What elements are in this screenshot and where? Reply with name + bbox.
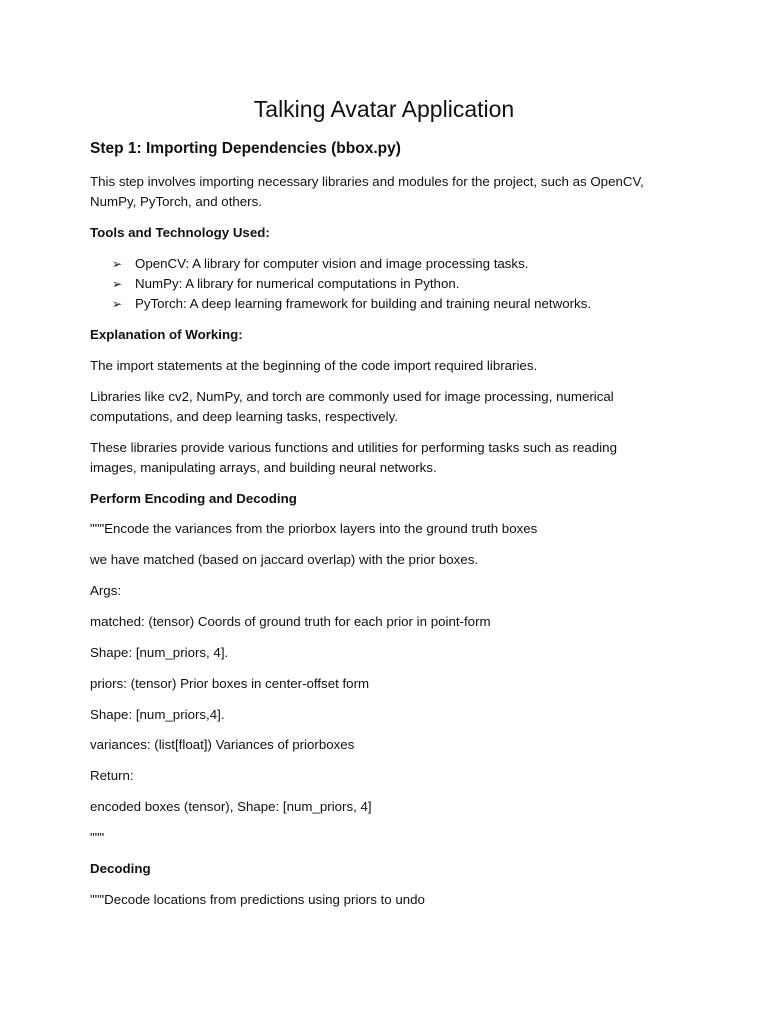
encoding-line: """ <box>90 830 105 845</box>
encoding-line: encoded boxes (tensor), Shape: [num_priors, 4] <box>90 799 372 814</box>
encoding-line: matched: (tensor) Coords of ground truth for each prior in point-form <box>90 614 491 629</box>
encoding-heading: Perform Encoding and Decoding <box>90 491 297 506</box>
arrow-bullet-icon: ➢ <box>112 257 123 271</box>
list-item <box>112 294 591 314</box>
arrow-bullet-icon: ➢ <box>112 277 123 291</box>
explanation-paragraph-2-line-1: Libraries like cv2, NumPy, and torch are commonly used for image processing, numerical <box>90 389 614 404</box>
encoding-line: Args: <box>90 583 122 598</box>
encoding-line: Shape: [num_priors, 4]. <box>90 645 229 660</box>
explanation-heading: Explanation of Working: <box>90 327 243 342</box>
encoding-line: """Encode the variances from the priorbox layers into the ground truth boxes <box>90 521 538 536</box>
explanation-paragraph-3-line-2: images, manipulating arrays, and building neural networks. <box>90 460 437 475</box>
encoding-line: priors: (tensor) Prior boxes in center-offset form <box>90 676 370 691</box>
document-title: Talking Avatar Application <box>253 96 515 122</box>
decoding-line: """Decode locations from predictions using priors to undo <box>90 892 425 907</box>
explanation-paragraph-2-line-2: computations, and deep learning tasks, respectively. <box>90 409 398 424</box>
encoding-line: Shape: [num_priors,4]. <box>90 707 225 722</box>
list-item <box>112 274 591 294</box>
decoding-heading: Decoding <box>90 861 151 876</box>
tools-heading: Tools and Technology Used: <box>90 225 270 240</box>
step1-heading: Step 1: Importing Dependencies (bbox.py) <box>90 140 401 157</box>
tool-item-text: NumPy: A library for numerical computations in Python. <box>135 276 460 291</box>
encoding-line: variances: (list[float]) Variances of priorboxes <box>90 737 355 752</box>
explanation-paragraph-1: The import statements at the beginning of the code import required libraries. <box>90 358 538 373</box>
tools-list <box>112 254 591 314</box>
encoding-line: we have matched (based on jaccard overlap) with the prior boxes. <box>90 552 479 567</box>
list-item <box>112 254 591 274</box>
encoding-line: Return: <box>90 768 134 783</box>
tool-item-text: OpenCV: A library for computer vision and image processing tasks. <box>135 256 529 271</box>
intro-line-2: NumPy, PyTorch, and others. <box>90 194 262 209</box>
arrow-bullet-icon: ➢ <box>112 297 123 311</box>
tool-item-text: PyTorch: A deep learning framework for building and training neural networks. <box>135 296 592 311</box>
explanation-paragraph-3-line-1: These libraries provide various functions and utilities for performing tasks such as reading <box>90 440 617 455</box>
intro-line-1: This step involves importing necessary libraries and modules for the project, such as OpenCV, <box>90 174 644 189</box>
